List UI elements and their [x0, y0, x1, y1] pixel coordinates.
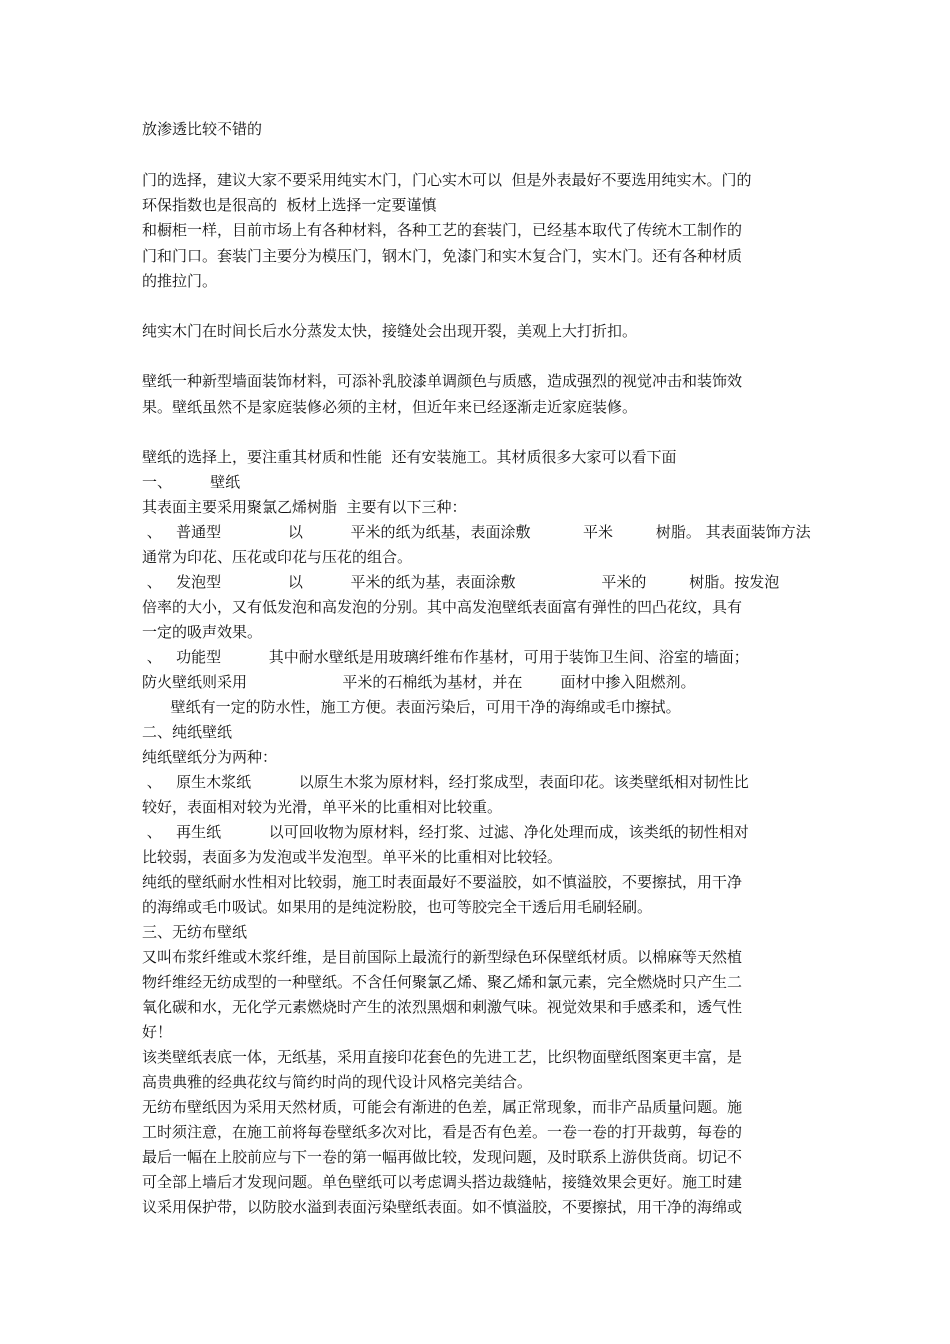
text-line: 较好，表面相对较为光滑，单平米的比重相对比较重。	[142, 798, 503, 816]
text-line: 的海绵或毛巾吸试。如果用的是纯淀粉胶，也可等胶完全干透后用毛刷轻刷。	[142, 898, 653, 916]
text-line: 一定的吸声效果。	[142, 623, 263, 641]
text-line: 又叫布浆纤维或木浆纤维，是目前国际上最流行的新型绿色环保壁纸材质。以棉麻等天然植	[142, 948, 743, 966]
text-line: 通常为印花、压花或印花与压花的组合。	[142, 548, 413, 566]
text-line: 议采用保护带，以防胶水溢到表面污染壁纸表面。如不慎溢胶，不要擦拭，用干净的海绵或	[142, 1198, 743, 1216]
text-line: 其表面主要采用聚氯乙烯树脂 主要有以下三种：	[142, 498, 467, 516]
text-line: 好！	[142, 1023, 173, 1041]
text-line: 门和门口。套装门主要分为模压门，钢木门，免漆门和实木复合门，实木门。还有各种材质	[142, 247, 743, 265]
text-line: 无纺布壁纸因为采用天然材质，可能会有渐进的色差，属正常现象，而非产品质量问题。施	[142, 1098, 743, 1116]
text-line: 和橱柜一样，目前市场上有各种材料，各种工艺的套装门，已经基本取代了传统木工制作的	[142, 221, 743, 239]
text-line: 比较弱，表面多为发泡或半发泡型。单平米的比重相对比较轻。	[142, 848, 563, 866]
list-item: 、 发泡型 以 平米的纸为基，表面涂敷 平米的 树脂。按发泡	[142, 573, 780, 591]
section-heading: 三、无纺布壁纸	[142, 923, 248, 941]
list-item: 、 功能型 其中耐水壁纸是用玻璃纤维布作基材，可用于装饰卫生间、浴室的墙面；	[142, 648, 749, 666]
list-item: 、 普通型 以 平米的纸为纸基，表面涂敷 平米 树脂。 其表面装饰方法	[142, 523, 811, 541]
text-line: 最后一幅在上胶前应与下一卷的第一幅再做比较，发现问题，及时联系上游供货商。切记不	[142, 1148, 743, 1166]
text-line: 物纤维经无纺成型的一种壁纸。不含任何聚氯乙烯、聚乙烯和氯元素，完全燃烧时只产生二	[142, 973, 743, 991]
text-line: 氧化碳和水，无化学元素燃烧时产生的浓烈黑烟和刺激气味。视觉效果和手感柔和，透气性	[142, 998, 743, 1016]
text-line: 环保指数也是很高的 板材上选择一定要谨慎	[142, 196, 437, 214]
section-heading: 一、 壁纸	[142, 473, 241, 491]
list-item: 、 再生纸 以可回收物为原材料，经打浆、过滤、净化处理而成，该类纸的韧性相对	[142, 823, 749, 841]
text-line: 该类壁纸表底一体，无纸基，采用直接印花套色的先进工艺，比织物面壁纸图案更丰富，是	[142, 1048, 743, 1066]
text-line: 工时须注意，在施工前将每卷壁纸多次对比，看是否有色差。一卷一卷的打开裁剪，每卷的	[142, 1123, 743, 1141]
text-line: 果。壁纸虽然不是家庭装修必须的主材，但近年来已经逐渐走近家庭装修。	[142, 398, 638, 416]
text-line: 门的选择，建议大家不要采用纯实木门，门心实木可以 但是外表最好不要选用纯实木。门的	[142, 171, 752, 189]
text-line: 的推拉门。	[142, 272, 218, 290]
section-heading: 二、纯纸壁纸	[142, 723, 233, 741]
text-line: 壁纸的选择上，要注重其材质和性能 还有安装施工。其材质很多大家可以看下面	[142, 448, 677, 466]
text-line: 纯纸的壁纸耐水性相对比较弱，施工时表面最好不要溢胶，如不慎溢胶，不要擦拭，用干净	[142, 873, 743, 891]
text-line: 壁纸有一定的防水性，施工方便。表面污染后，可用干净的海绵或毛巾擦拭。	[142, 698, 681, 716]
text-line: 壁纸一种新型墙面装饰材料，可添补乳胶漆单调颜色与质感，造成强烈的视觉冲击和装饰效	[142, 372, 743, 390]
list-item: 、 原生木浆纸 以原生木浆为原材料，经打浆成型，表面印花。该类壁纸相对韧性比	[142, 773, 749, 791]
text-line: 高贵典雅的经典花纹与简约时尚的现代设计风格完美结合。	[142, 1073, 533, 1091]
text-line: 可全部上墙后才发现问题。单色壁纸可以考虑调头搭边裁缝帖，接缝效果会更好。施工时建	[142, 1173, 743, 1191]
text-line: 纯纸壁纸分为两种：	[142, 748, 278, 766]
text-line: 纯实木门在时间长后水分蒸发太快，接缝处会出现开裂，美观上大打折扣。	[142, 322, 638, 340]
text-line: 防火壁纸则采用 平米的石棉纸为基材，并在 面材中掺入阻燃剂。	[142, 673, 696, 691]
text-line: 倍率的大小，又有低发泡和高发泡的分别。其中高发泡壁纸表面富有弹性的凹凸花纹，具有	[142, 598, 743, 616]
text-line: 放渗透比较不错的	[142, 120, 263, 138]
